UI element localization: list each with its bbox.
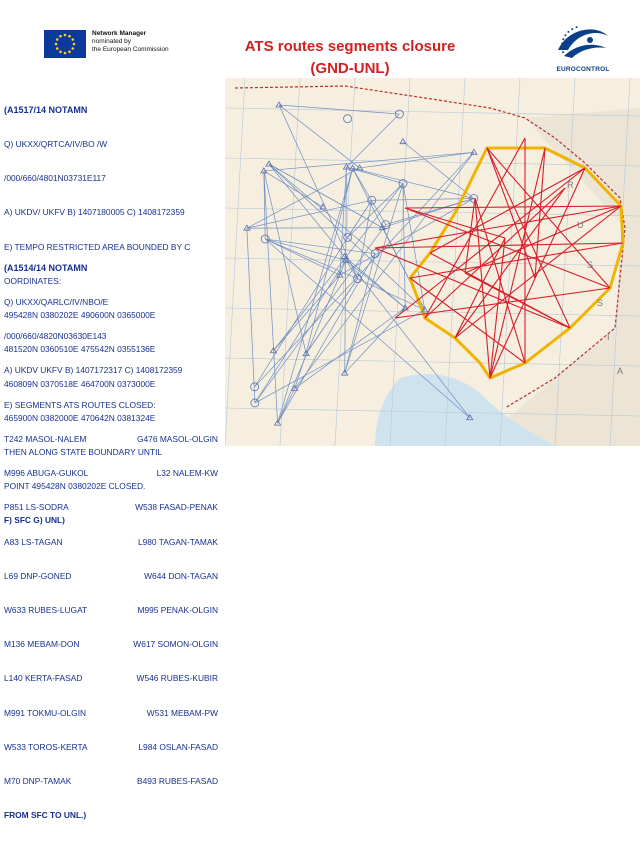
notam1-line: Q) UKXX/QRTCA/IV/BO /W [4,139,230,150]
notam2-heading: (A1514/14 NOTAMN [4,263,230,274]
notam-a1514 [4,240,230,845]
route-row [4,742,218,753]
map-label: R [567,180,576,190]
notam2-line: A) UKDV UKFV B) 1407172317 C) 1408172359 [4,365,230,376]
route-item: G476 MASOL-OLGIN [137,434,218,445]
route-item: W531 MEBAM-PW [147,708,218,719]
map-label: I [607,332,612,342]
notam2-line: Q) UKXX/QARLC/IV/NBO/E [4,297,230,308]
notam1-line: /000/660/4801N03731E117 [4,173,230,184]
route-item: M995 PENAK-OLGIN [137,605,218,616]
notam1-footer: F) SFC G) UNL) [4,515,230,526]
route-item: L980 TAGAN-TAMAK [138,537,218,548]
nm-line-2: nominated by [92,38,169,46]
title-line-1: ATS routes segments closure [215,36,485,58]
route-row [4,537,218,548]
route-item: W617 SOMON-OLGIN [133,639,218,650]
route-row [4,708,218,719]
notam1-line: 495428N 0380202E 490600N 0365000E [4,310,230,321]
notam1-line: 481520N 0360510E 475542N 0355136E [4,344,230,355]
map-label: S [597,298,605,308]
route-item: M70 DNP-TAMAK [4,776,71,787]
route-row [4,673,218,684]
nm-line-1: Network Manager [92,30,169,38]
route-row [4,776,218,787]
route-row [4,468,218,479]
notam1-line: 465900N 0382000E 470642N 0381324E [4,413,230,424]
route-item: L984 OSLAN-FASAD [138,742,218,753]
notam1-line: THEN ALONG STATE BOUNDARY UNTIL [4,447,230,458]
route-item: M136 MEBAM-DON [4,639,79,650]
route-item: W644 DON-TAGAN [144,571,218,582]
notam2-footer: FROM SFC TO UNL.) [4,810,230,821]
route-item: L140 KERTA-FASAD [4,673,82,684]
route-item: P851 LS-SODRA [4,502,69,513]
map-label: U [577,220,586,230]
route-item: W533 TOROS-KERTA [4,742,88,753]
notam1-heading: (A1517/14 NOTAMN [4,105,230,116]
notam1-line: OORDINATES: [4,276,230,287]
nm-line-3: the European Commission [92,46,169,54]
slide-title [215,36,485,80]
eurocontrol-wordmark: EUROCONTROL [548,66,618,73]
route-item: W633 RUBES-LUGAT [4,605,87,616]
route-item: B493 RUBES-FASAD [137,776,218,787]
route-item: W546 RUBES-KUBIR [137,673,218,684]
route-row [4,639,218,650]
map-label: A [617,366,625,376]
route-item: L32 NALEM-KW [157,468,218,479]
network-manager-caption [92,30,169,54]
notam2-line: E) SEGMENTS ATS ROUTES CLOSED: [4,400,230,411]
notam1-line: E) TEMPO RESTRICTED AREA BOUNDED BY C [4,242,230,253]
route-item: L69 DNP-GONED [4,571,71,582]
route-item: T242 MASOL-NALEM [4,434,86,445]
route-item: M991 TOKMU-OLGIN [4,708,86,719]
eu-flag-logo [44,30,86,58]
route-row [4,605,218,616]
map-label: S [587,260,595,270]
route-row [4,502,218,513]
route-item: A83 LS-TAGAN [4,537,63,548]
notam1-line: A) UKDV/ UKFV B) 1407180005 C) 1408172359 [4,207,230,218]
route-item: M996 ABUGA-GUKOL [4,468,88,479]
notam1-line: 460809N 0370518E 464700N 0373000E [4,379,230,390]
airspace-map [225,78,640,446]
route-row [4,571,218,582]
notam2-line: /000/660/4820N03630E143 [4,331,230,342]
route-row [4,434,218,445]
route-item: W538 FASAD-PENAK [135,502,218,513]
notam1-line: POINT 495428N 0380202E CLOSED. [4,481,230,492]
title-line-2: (GND-UNL) [215,58,485,80]
